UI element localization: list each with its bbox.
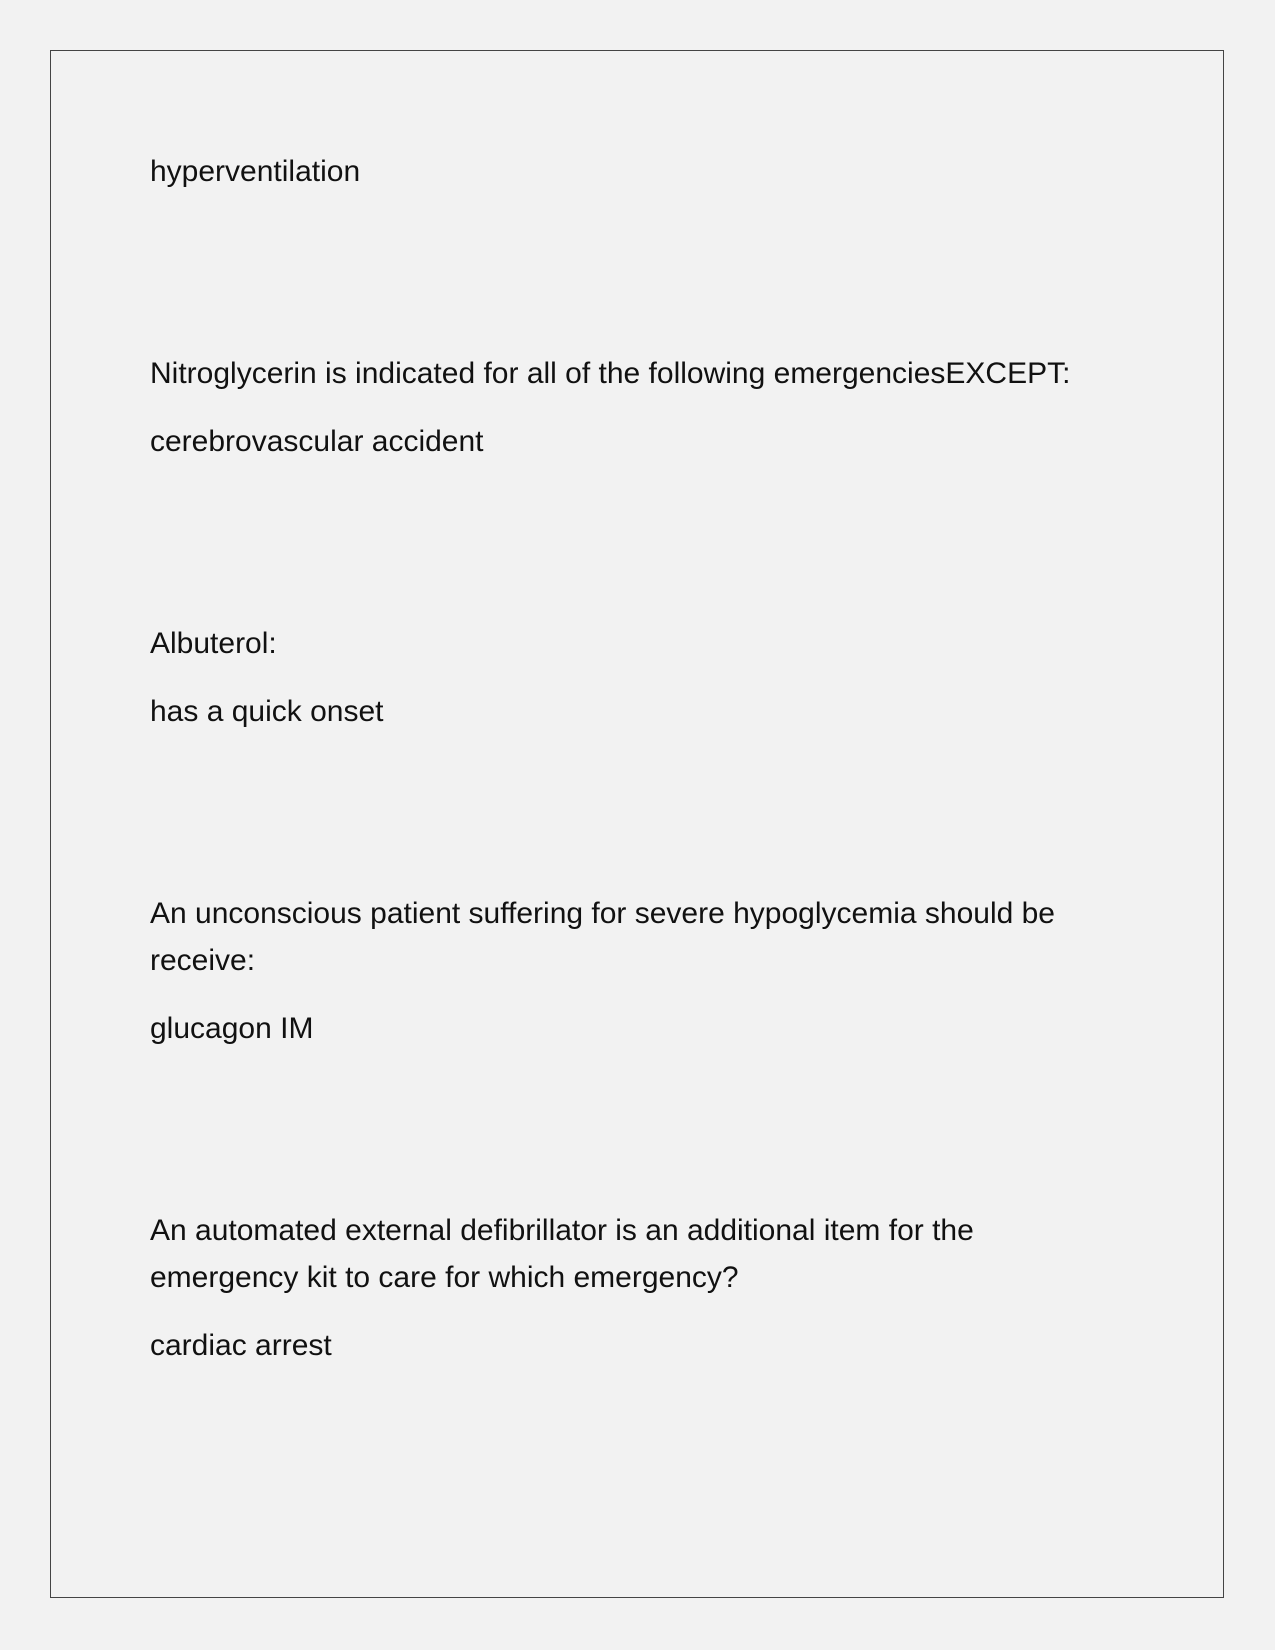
question-text: Albuterol: [150, 627, 277, 660]
answer-text: has a quick onset [150, 695, 384, 728]
question-text-line-2: emergency kit to care for which emergency? [150, 1261, 739, 1294]
question-text-line-1: An unconscious patient suffering for severe hypoglycemia should be [150, 897, 1055, 930]
answer-text: glucagon IM [150, 1012, 314, 1045]
question-text: Nitroglycerin is indicated for all of the following emergenciesEXCEPT: [150, 357, 1071, 390]
answer-text: cerebrovascular accident [150, 425, 484, 458]
question-text-line-2: receive: [150, 944, 256, 977]
question-text-line-1: An automated external defibrillator is an additional item for the [150, 1214, 974, 1247]
answer-text: cardiac arrest [150, 1329, 332, 1362]
answer-text: hyperventilation [150, 155, 361, 188]
